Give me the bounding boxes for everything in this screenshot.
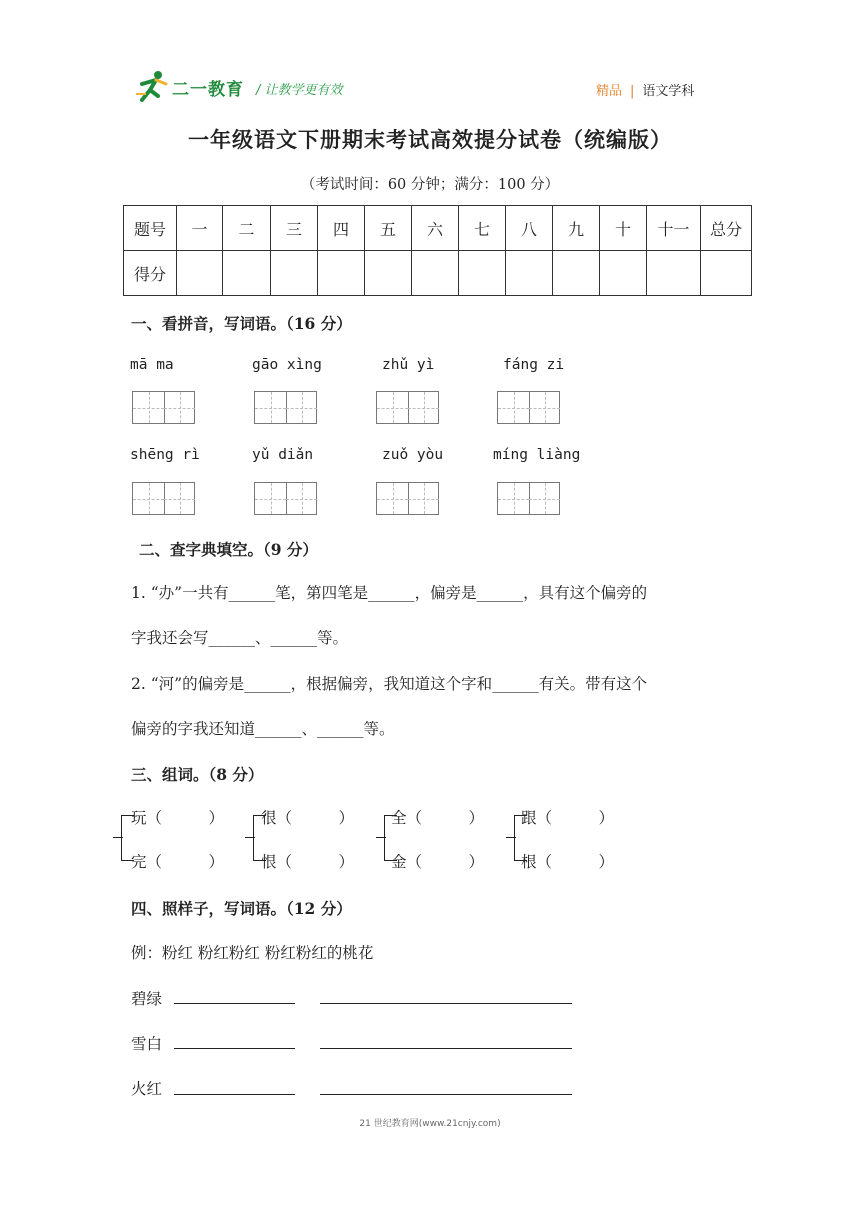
table-cell: 六 <box>412 206 459 251</box>
score-input-cell[interactable] <box>271 251 318 296</box>
word-pair-item: 全（ ） <box>391 809 485 827</box>
word-pair-item: 玩（ ） <box>131 809 225 827</box>
bracket-tick <box>376 837 386 838</box>
bracket-tick <box>245 837 255 838</box>
word-pair-item: 恨（ ） <box>261 853 355 871</box>
section2-heading: 二、查字典填空。（9 分） <box>139 540 318 559</box>
word-pair-item: 很（ ） <box>261 809 355 827</box>
writing-box[interactable] <box>497 482 560 515</box>
answer-blank[interactable] <box>320 1003 572 1004</box>
table-cell: 十一 <box>647 206 701 251</box>
score-input-cell[interactable] <box>223 251 271 296</box>
page-subtitle: （考试时间：60 分钟；满分：100 分） <box>300 177 560 193</box>
section4-heading: 四、照样子，写词语。（12 分） <box>131 899 352 918</box>
table-cell: 八 <box>506 206 553 251</box>
question-line: 2. “河”的偏旁是______，根据偏旁，我知道这个字和______有关。带有这个 <box>131 675 648 693</box>
answer-blank[interactable] <box>174 1094 295 1095</box>
score-table <box>123 205 752 296</box>
word-pair-item: 跟（ ） <box>521 809 615 827</box>
header-separator: | <box>630 84 635 99</box>
answer-blank[interactable] <box>174 1048 295 1049</box>
score-input-cell[interactable] <box>318 251 365 296</box>
word-pair-item: 完（ ） <box>131 853 225 871</box>
table-cell: 题号 <box>124 206 177 251</box>
logo-text: 二一教育 <box>172 80 244 100</box>
section1-heading: 一、看拼音，写词语。（16 分） <box>131 314 352 333</box>
score-input-cell[interactable] <box>600 251 647 296</box>
question-line: 偏旁的字我还知道______、______等。 <box>131 720 395 738</box>
score-input-cell[interactable] <box>506 251 553 296</box>
table-cell: 五 <box>365 206 412 251</box>
writing-box[interactable] <box>254 482 317 515</box>
table-cell: 七 <box>459 206 506 251</box>
word-label: 雪白 <box>131 1035 163 1053</box>
pinyin-label: fáng zi <box>503 357 565 373</box>
score-table-header-row <box>124 206 752 251</box>
question-line: 字我还会写______、______等。 <box>131 629 349 647</box>
page-footer: 21 世纪教育网(www.21cnjy.com) <box>359 1119 501 1129</box>
pinyin-label: gāo xìng <box>252 357 322 373</box>
word-pair-item: 金（ ） <box>391 853 485 871</box>
table-cell: 九 <box>553 206 600 251</box>
score-input-cell[interactable] <box>459 251 506 296</box>
table-cell: 得分 <box>124 251 177 296</box>
pinyin-label: yǔ diǎn <box>252 447 314 463</box>
pinyin-label: mā ma <box>130 357 174 373</box>
page-title: 一年级语文下册期末考试高效提分试卷（统编版） <box>188 127 672 152</box>
score-input-cell[interactable] <box>177 251 223 296</box>
word-label: 碧绿 <box>131 990 163 1008</box>
word-pair-item: 根（ ） <box>521 853 615 871</box>
writing-box[interactable] <box>497 391 560 424</box>
table-cell: 十 <box>600 206 647 251</box>
answer-blank[interactable] <box>320 1094 572 1095</box>
example-line: 例：粉红 粉红粉红 粉红粉红的桃花 <box>131 944 374 962</box>
question-line: 1. “办”一共有______笔，第四笔是______，偏旁是______，具有这个偏旁的 <box>131 584 648 602</box>
slogan: / 让教学更有效 <box>256 83 343 98</box>
writing-box[interactable] <box>254 391 317 424</box>
pinyin-label: zuǒ yòu <box>382 447 444 463</box>
pinyin-label: shēng rì <box>130 447 200 463</box>
writing-box[interactable] <box>132 482 195 515</box>
table-cell: 四 <box>318 206 365 251</box>
section3-heading: 三、组词。（8 分） <box>131 765 264 784</box>
writing-box[interactable] <box>376 482 439 515</box>
header-subject <box>596 80 694 99</box>
table-cell: 三 <box>271 206 318 251</box>
pinyin-label: míng liàng <box>493 447 581 463</box>
table-cell: 二 <box>223 206 271 251</box>
score-input-cell[interactable] <box>553 251 600 296</box>
writing-box[interactable] <box>376 391 439 424</box>
score-input-cell[interactable] <box>647 251 701 296</box>
table-cell: 总分 <box>701 206 752 251</box>
logo-runner-icon <box>136 70 170 102</box>
writing-box[interactable] <box>132 391 195 424</box>
score-table-score-row <box>124 251 752 296</box>
answer-blank[interactable] <box>174 1003 295 1004</box>
table-cell: 一 <box>177 206 223 251</box>
score-input-cell[interactable] <box>701 251 752 296</box>
word-label: 火红 <box>131 1080 163 1098</box>
quality-label: 精品 <box>596 84 623 99</box>
score-input-cell[interactable] <box>412 251 459 296</box>
subject-label: 语文学科 <box>642 84 695 99</box>
answer-blank[interactable] <box>320 1048 572 1049</box>
bracket-tick <box>506 837 516 838</box>
bracket-tick <box>113 837 123 838</box>
pinyin-label: zhǔ yì <box>382 357 435 373</box>
score-input-cell[interactable] <box>365 251 412 296</box>
